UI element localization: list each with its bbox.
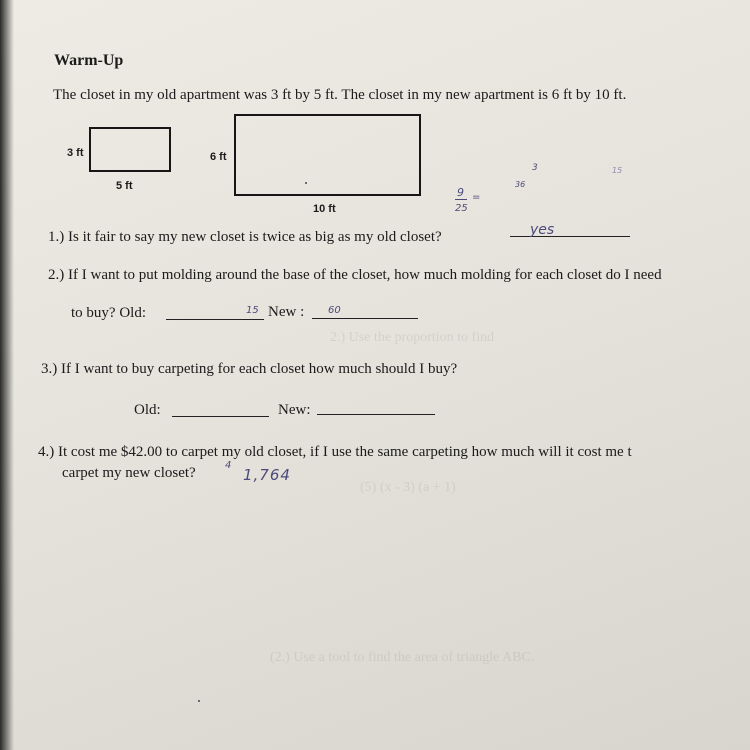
question-4-text-continued: carpet my new closet? — [62, 465, 196, 481]
question-2-old-answer: 15 — [246, 305, 259, 316]
pencil-dot — [198, 700, 200, 702]
question-2-new-label: New : — [268, 304, 305, 320]
question-2-new-answer: 60 — [328, 305, 341, 316]
old-closet-width-label: 5 ft — [116, 180, 133, 192]
scratch-fraction-bar — [455, 199, 467, 200]
question-4-scratch-mark: 4 — [225, 460, 232, 471]
page-edge-shadow — [0, 0, 14, 750]
question-3-text: 3.) If I want to buy carpeting for each closet how much should I buy? — [41, 361, 458, 377]
question-3-old-label: Old: — [134, 402, 161, 418]
scratch-equals: = — [472, 192, 481, 203]
scratch-note: 3 — [532, 163, 538, 173]
new-closet-height-label: 6 ft — [210, 151, 227, 163]
question-2-text: 2.) If I want to put molding around the base of the closet, how much molding for each closet do I need — [48, 267, 662, 283]
question-1-answer-line[interactable] — [510, 236, 630, 237]
question-2-old-answer-line[interactable] — [166, 319, 264, 320]
new-closet-width-label: 10 ft — [313, 203, 336, 215]
scratch-fraction-numerator: 9 — [457, 186, 464, 199]
question-3-new-label: New: — [278, 402, 311, 418]
pencil-dot — [305, 182, 307, 184]
scratch-note: 15 — [612, 166, 623, 175]
question-2-old-label: to buy? Old: — [71, 305, 146, 321]
scratch-fraction-denominator: 25 — [455, 203, 468, 214]
question-4-answer: 1,764 — [243, 466, 291, 484]
page-title: Warm-Up — [54, 52, 124, 69]
bleed-through-text: 2.) Use the proportion to find — [330, 330, 495, 345]
question-2-new-answer-line[interactable] — [312, 318, 418, 319]
new-closet-rectangle — [234, 114, 421, 196]
question-4-text: 4.) It cost me $42.00 to carpet my old closet, if I use the same carpeting how much will it cost me t — [38, 444, 632, 460]
bleed-through-text: (2.) Use a tool to find the area of triangle ABC. — [270, 650, 535, 665]
old-closet-height-label: 3 ft — [67, 147, 84, 159]
old-closet-rectangle — [89, 127, 171, 172]
question-1-text: 1.) Is it fair to say my new closet is twice as big as my old closet? — [48, 229, 442, 245]
question-3-old-answer-line[interactable] — [172, 416, 269, 417]
question-3-new-answer-line[interactable] — [317, 414, 435, 415]
bleed-through-text: (5) (x - 3) (a + 1) — [360, 480, 456, 495]
question-1-answer: yes — [530, 222, 555, 238]
scratch-note: 36 — [515, 180, 526, 189]
intro-text: The closet in my old apartment was 3 ft by 5 ft. The closet in my new apartment is 6 ft by 10 ft. — [53, 87, 627, 103]
